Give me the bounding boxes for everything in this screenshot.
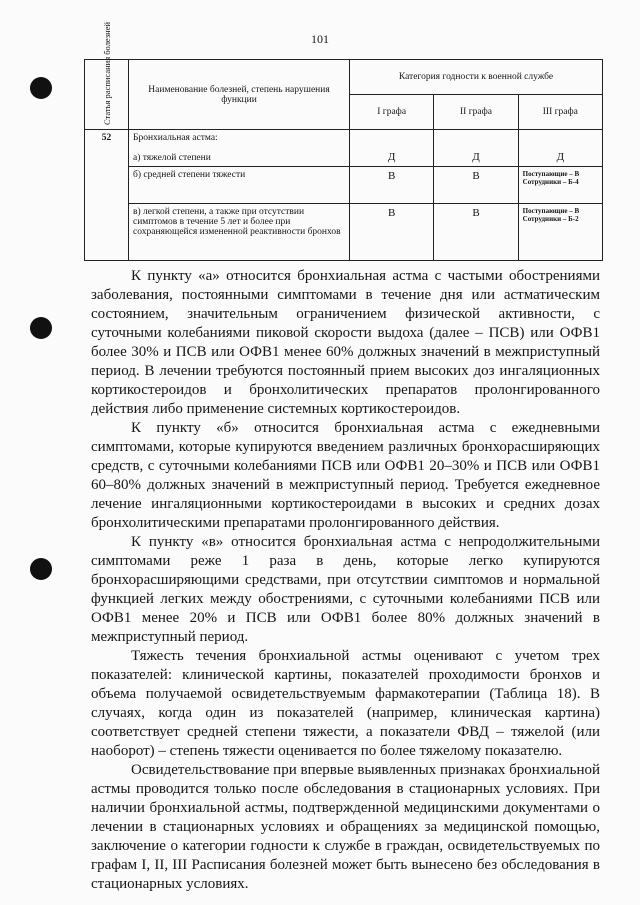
paragraph-examination: Освидетельствование при впервые выявленных признаках бронхиальной астмы проводится только после обследования в стационарных условиях. При наличии бронхиальной астмы, подтвержденной медицинскими документами о лечении в стационарных условиях и обращениях за медицинской помощью, заключение о категории годности к службе в граждан, освидетельствуемых по графам I, II, III Расписания болезней может быть вынесено без обследования в стационарных условиях. — [91, 762, 600, 892]
row-c-grafa-1: В — [350, 204, 434, 261]
row-c-grafa-3 — [518, 204, 602, 261]
row-a-grafa-2: Д — [434, 130, 518, 167]
paragraph-b: К пункту «б» относится бронхиальная астма с ежедневными симптомами, которые купируются введением различных бронхорасширяющих средств, с суточными колебаниями ПСВ или ОФВ1 20–30% и ПСВ или ОФВ1 60–80% должных значений в межприступный период. Требуется ежедневное лечение ингаляционными кортикостероидами в высоких и средних дозах бронхолитическими препаратами пролонгированного действия. — [91, 420, 600, 531]
article-column-header: Статья расписания болезней — [85, 60, 129, 130]
row-b-grafa-3-line2: Сотрудники – Б-4 — [522, 178, 579, 186]
row-name: а) тяжелой степени — [133, 153, 211, 163]
paragraph-c: К пункту «в» относится бронхиальная астма с непродолжительными симптомами реже 1 раза в день, которые легко купируются бронхорасширяющими средствами, при отсутствии симптомов и нормальной функцией легких между обострениями, с суточными колебаниями ПСВ или ОФВ1 менее 20% и ПСВ или ОФВ1 более 80% должных значений в межприступный период. — [91, 534, 600, 645]
article-cell-spacer — [85, 167, 129, 204]
paragraph-severity: Тяжесть течения бронхиальной астмы оценивают с учетом трех показателей: клинической картины, показателей проходимости бронхов и объема получаемой освидетельствуемым фармакотерапии (Таблица 18). В случаях, когда один из показателей (например, клиническая картина) соответствует средней степени тяжести, а показатели ФВД – тяжелой (или наоборот) – степень тяжести оценивается по более тяжелому показателю. — [91, 648, 600, 759]
disease-title: Бронхиальная астма: — [133, 133, 218, 143]
page-number: 101 — [311, 32, 329, 46]
row-c-grafa-2: В — [434, 204, 518, 261]
punch-hole — [30, 317, 52, 339]
grafa-3-header: III графа — [518, 95, 602, 130]
row-a-grafa-1: Д — [350, 130, 434, 167]
name-column-header: Наименование болезней, степень нарушения функции — [129, 60, 350, 130]
row-b-grafa-1: В — [350, 167, 434, 204]
punch-hole — [30, 558, 52, 580]
row-b-grafa-3 — [518, 167, 602, 204]
grafa-2-header: II графа — [434, 95, 518, 130]
row-c-grafa-3-line2: Сотрудники – Б-2 — [522, 215, 579, 223]
punch-hole — [30, 77, 52, 99]
article-number: 52 — [85, 130, 129, 167]
row-c-grafa-3-line1: Поступающие – В — [522, 207, 580, 215]
body-text — [91, 267, 600, 894]
row-b-grafa-3-line1: Поступающие – В — [522, 170, 580, 178]
paragraph-a: К пункту «а» относится бронхиальная астма с частыми обострениями заболевания, постоянными симптомами в течение дня или астматическим состоянием, значительным ограничением физической активности, с суточными колебаниями пиковой скорости выдоха (далее – ПСВ) или ОФВ1 более 30% и ПСВ или ОФВ1 менее 60% должных значений в межприступный период. В лечении требуются постоянный прием высоких доз ингаляционных кортикостероидов и бронхолитических препаратов пролонгированного действия либо применение системных кортикостероидов. — [91, 268, 600, 417]
article-cell-spacer — [85, 204, 129, 261]
row-name: б) средней степени тяжести — [129, 167, 350, 204]
row-b-grafa-2: В — [434, 167, 518, 204]
row-name: в) легкой степени, а также при отсутствии симптомов в течение 5 лет и более при сохраняющейся измененной реактивности бронхов — [129, 204, 350, 261]
row-a-grafa-3: Д — [518, 130, 602, 167]
category-column-header: Категория годности к военной службе — [350, 60, 603, 95]
table-row-a-name — [129, 130, 350, 167]
grafa-1-header: I графа — [350, 95, 434, 130]
